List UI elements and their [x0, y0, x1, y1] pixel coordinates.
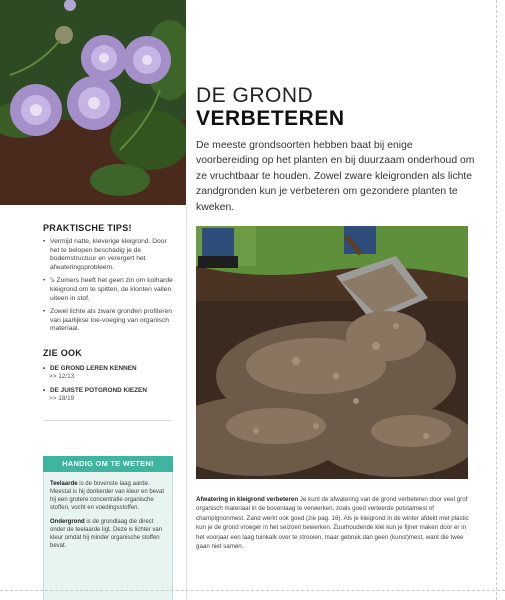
- page-title-line-1: DE GROND: [196, 84, 314, 107]
- info-entry: [50, 518, 167, 550]
- tips-heading: PRAKTISCHE TIPS!: [43, 223, 132, 233]
- see-also-page: >> 18/19: [49, 395, 75, 402]
- photo-caption: [196, 495, 472, 551]
- info-term: Ondergrond: [50, 519, 85, 525]
- info-box-body: [50, 480, 167, 556]
- cut-line-right: [496, 0, 497, 600]
- info-entry: [50, 480, 167, 512]
- divider: [43, 420, 171, 421]
- tip-item: • Zowel lichte als zware gronden profiteren van jaarlijkse toe-voeging van organisch materiaal.: [43, 308, 175, 334]
- see-also-label: • DE JUISTE POTGROND KIEZEN: [43, 387, 178, 395]
- page-title-line-2: VERBETEREN: [196, 107, 345, 130]
- tip-item: • 's Zomers heeft het geen zin om kolharde kleigrond om te spitten, de klonten vallen uiteen in stof.: [43, 277, 175, 303]
- see-also-link-potgrond-kiezen[interactable]: [43, 387, 178, 403]
- column-divider: [186, 205, 187, 600]
- intro-paragraph: De meeste grondsoorten hebben baat bij enige voorbereiding op het planten en bij duurzaam onderhoud om ze vruchtbaar te houden. Zowel zware kleigronden als lichte zandgronden kun je verbeteren om gezondere planten te kweken.: [196, 140, 475, 213]
- see-also-heading: ZIE OOK: [43, 348, 83, 358]
- spade-soil-photo: [196, 226, 468, 479]
- cut-line-bottom: [0, 590, 505, 591]
- see-also-page: >> 12/13: [49, 373, 75, 380]
- info-box-heading: HANDIG OM TE WETEN!: [43, 456, 173, 472]
- scabiosa-flower-photo: [0, 0, 186, 205]
- tips-list: [43, 238, 175, 339]
- see-also-link-grond-kennen[interactable]: [43, 365, 178, 381]
- info-text: is de grondlaag die direct onder de teelaarde ligt. Deze is lichter van kleur omdat hij minder organische stoffen bevat.: [50, 519, 163, 549]
- tip-item: • Vermijd natte, kleverige kleigrond. Door het te belopen beschadig je de bodemstructuur en verergert het afwateringsprobleem.: [43, 238, 175, 272]
- see-also-label: • DE GROND LEREN KENNEN: [43, 365, 178, 373]
- caption-text: Je kunt de afwatering van de grond verbeteren door veel grof organisch materiaal in de bovenlaag te verwerken, zoals goed verteerde potstalmest of champignonmest. Zand werkt ook goed (zie pag. 16). Als je kleigrond in de winter afdekt met plastic kun je de grond vroeger in het seizoen bewerken. Zuurhoudende klei kun je fijner maken door er in het voorjaar een laag tuinkalk over te strooien, maar gebruik dan geen (kunst)mest, want die twee gaan niet samen.: [196, 496, 469, 551]
- info-text: is de bovenste laag aarde. Meestal is hij donkerder van kleur en bevat hij een grotere concentratie organische stoffen, vocht en voedingsstoffen.: [50, 481, 165, 511]
- caption-lead: Afwatering in kleigrond verbeteren: [196, 496, 299, 503]
- info-term: Teelaarde: [50, 481, 78, 487]
